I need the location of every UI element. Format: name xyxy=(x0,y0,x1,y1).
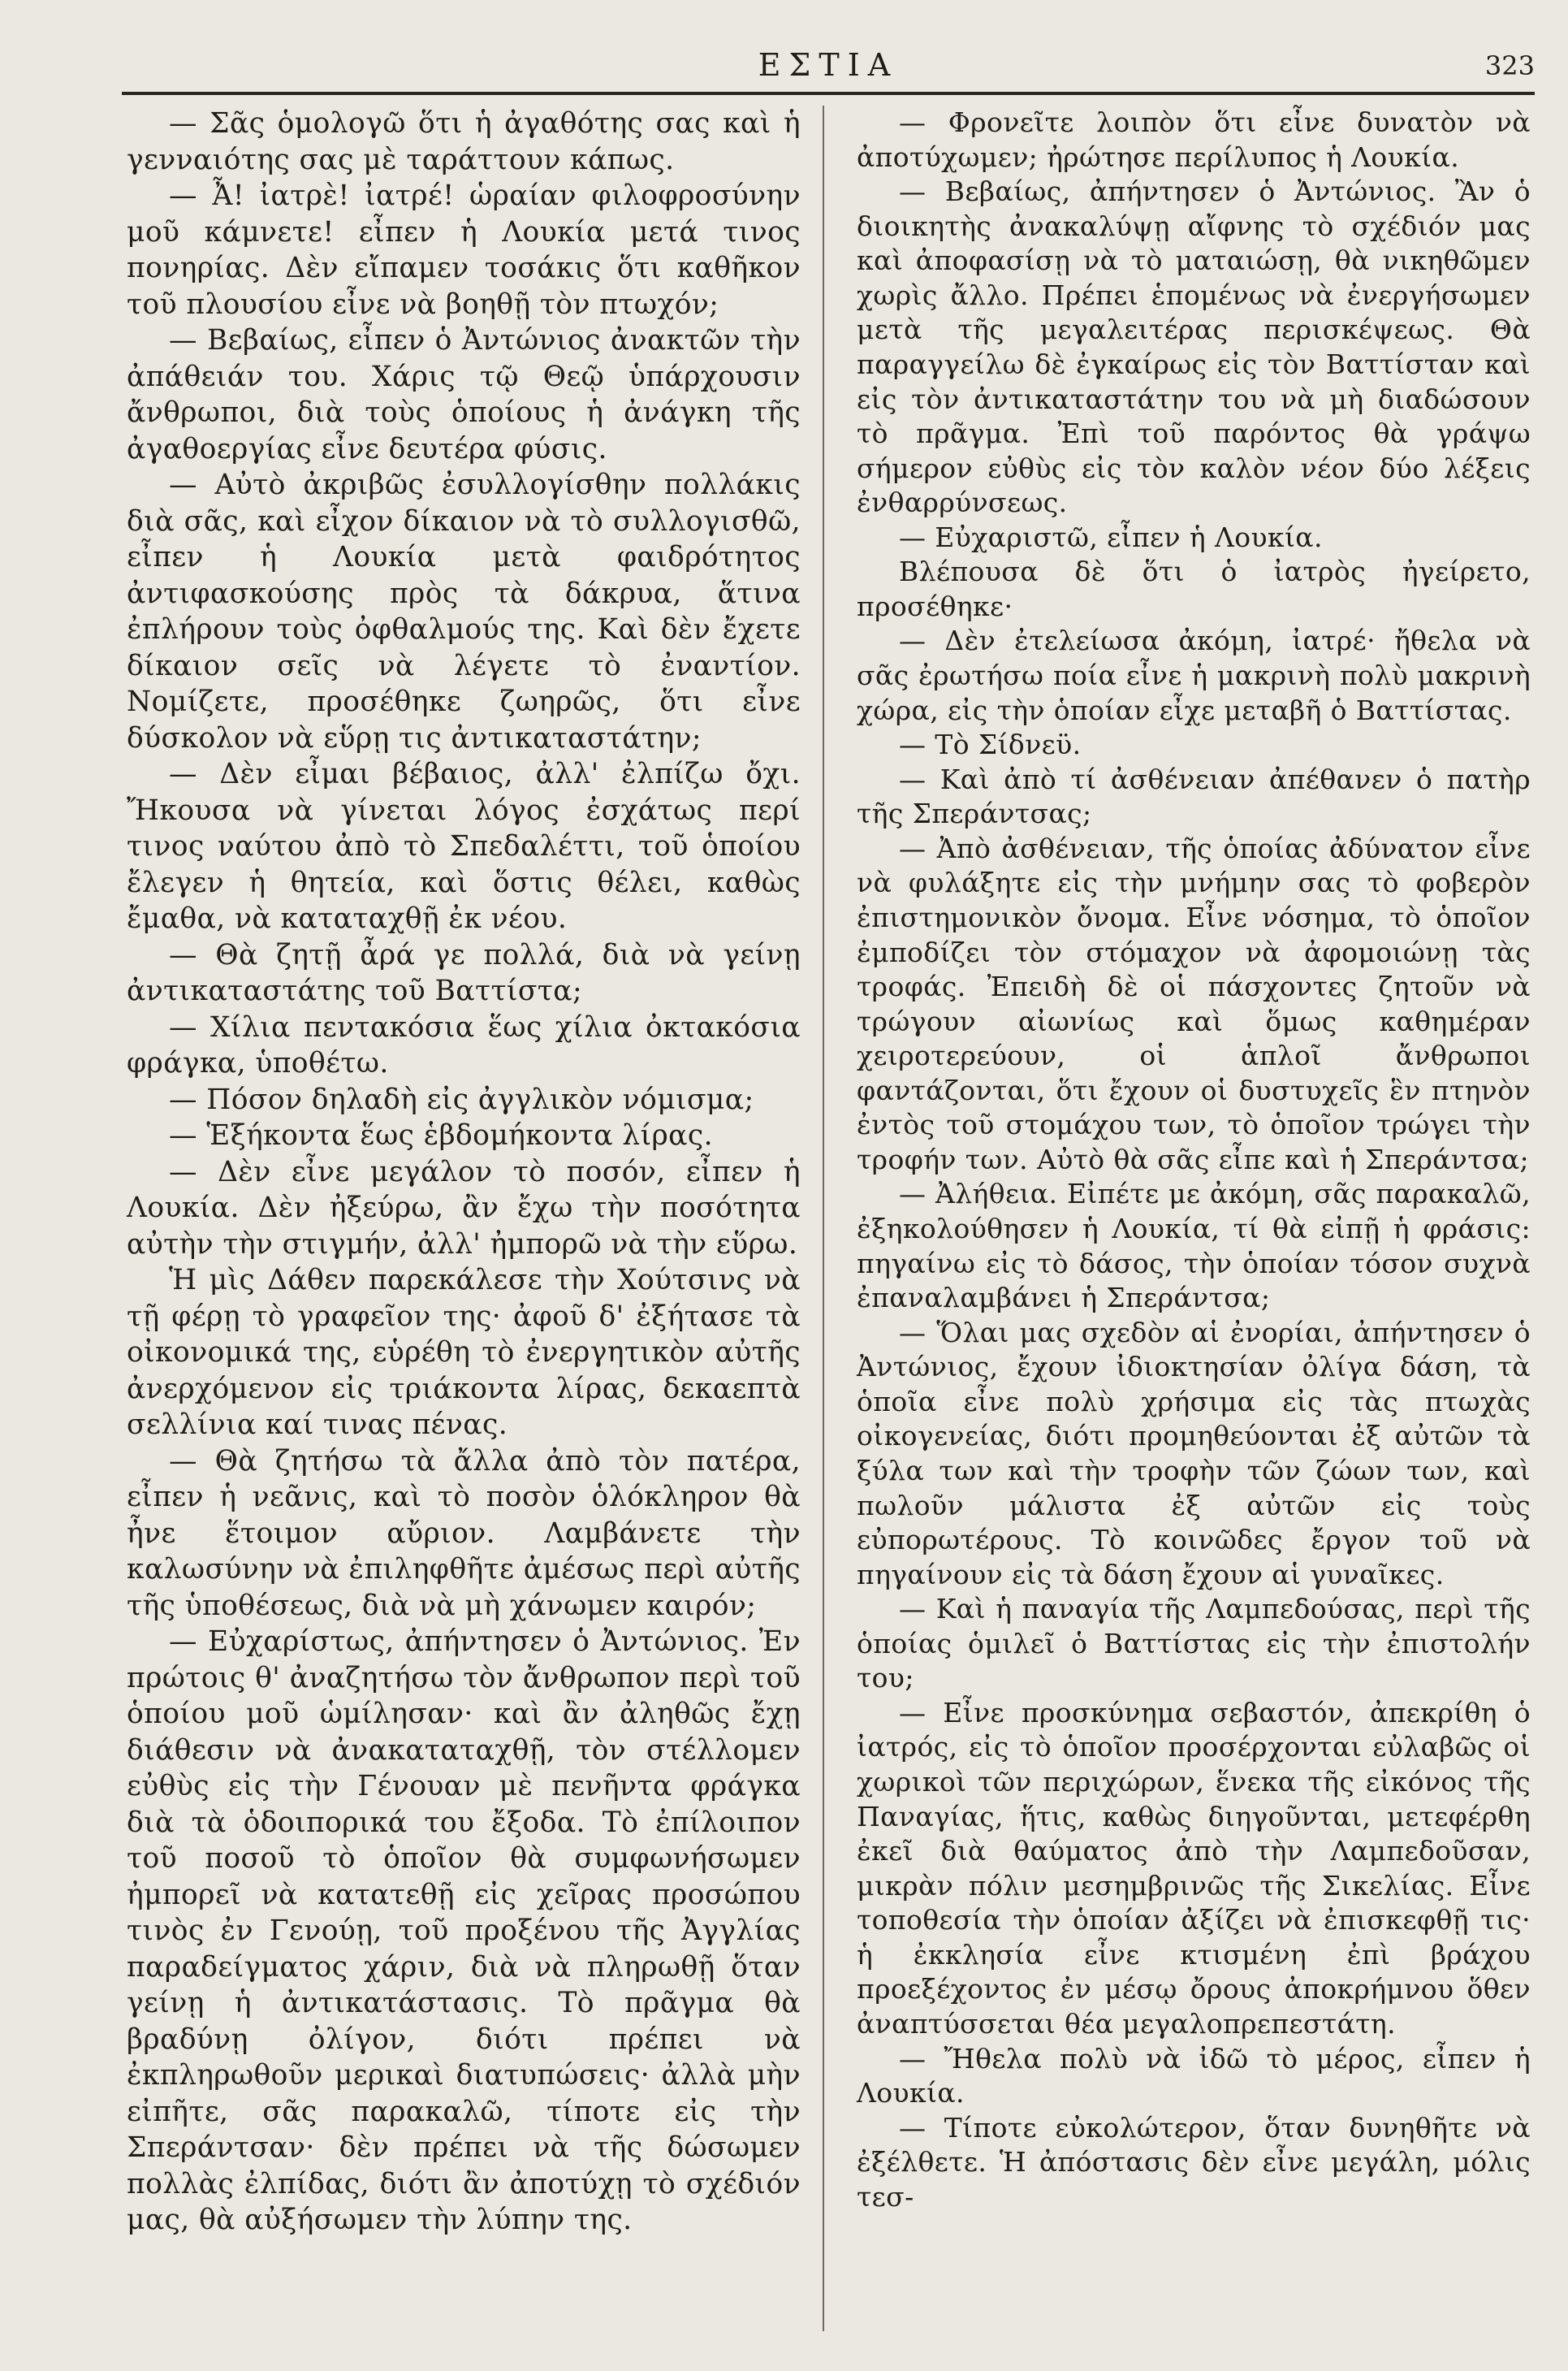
paragraph: — Ἑξήκοντα ἕως ἑβδομήκοντα λίρας. xyxy=(169,1119,713,1152)
paragraph: — Δὲν εἶνε μεγάλον τὸ ποσόν, εἶπεν ἡ Λουκία. Δὲν ἠξεύρω, ἂν ἔχω τὴν ποσότητα αὐτὴν τὴν στιγμήν, ἀλλ' ἠμπορῶ νὰ τὴν εὕρω. xyxy=(127,1155,801,1261)
paragraph: — Ὅλαι μας σχεδὸν αἱ ἐνορίαι, ἀπήντησεν ὁ Ἀντώνιος, ἔχουν ἰδιοκτησίαν ὀλίγα δάση, τὰ ὁποῖα εἶνε πολὺ χρήσιμα εἰς τὰς πτωχὰς οἰκογενείας, διότι προμηθεύονται ἐξ αὐτῶν τὰ ξύλα των καὶ τὴν τροφὴν τῶν ζώων των, καὶ πωλοῦν μάλιστα ἐξ αὐτῶν εἰς τοὺς εὐπορωτέρους. Τὸ κοινῶδες ἔργον τοῦ νὰ πηγαίνουν εἰς τὰ δάση ἔχουν αἱ γυναῖκες. xyxy=(857,1316,1531,1590)
paragraph: — Ἤθελα πολὺ νὰ ἰδῶ τὸ μέρος, εἶπεν ἡ Λουκία. xyxy=(857,2042,1531,2109)
column-divider xyxy=(823,106,824,2331)
paragraph: — Σᾶς ὁμολογῶ ὅτι ἡ ἀγαθότης σας καὶ ἡ γενναιότης σας μὲ ταράττουν κάπως. xyxy=(127,107,801,176)
right-column xyxy=(857,106,1531,2214)
paragraph: — Εὐχαριστῶ, εἶπεν ἡ Λουκία. xyxy=(899,521,1323,553)
paragraph: — Δὲν ἐτελείωσα ἀκόμη, ἰατρέ· ἤθελα νὰ σᾶς ἐρωτήσω ποία εἶνε ἡ μακρινὴ πολὺ μακρινὴ χώρα, εἰς τὴν ὁποίαν εἶχε μεταβῆ ὁ Βαττίστας. xyxy=(857,625,1531,726)
paragraph: — Βεβαίως, εἶπεν ὁ Ἀντώνιος ἀνακτῶν τὴν ἀπάθειάν του. Χάρις τῷ Θεῷ ὑπάρχουσιν ἄνθρωποι, διὰ τοὺς ὁποίους ἡ ἀνάγκη τῆς ἀγαθοεργίας εἶνε δευτέρα φύσις. xyxy=(127,324,801,465)
paragraph: Βλέπουσα δὲ ὅτι ὁ ἰατρὸς ἠγείρετο, προσέθηκε· xyxy=(857,556,1531,622)
left-column xyxy=(127,106,801,2239)
paragraph: — Τὸ Σίδνεϋ. xyxy=(899,729,1082,761)
paragraph: — Ἆ! ἰατρὲ! ἰατρέ! ὡραίαν φιλοφροσύνην μοῦ κάμνετε! εἶπεν ἡ Λουκία μετά τινος πονηρίας. Δὲν εἴπαμεν τοσάκις ὅτι καθῆκον τοῦ πλουσίου εἶνε νὰ βοηθῇ τὸν πτωχόν; xyxy=(127,180,801,321)
paragraph: — Ἀλήθεια. Εἰπέτε με ἀκόμη, σᾶς παρακαλῶ, ἐξηκολούθησεν ἡ Λουκία, τί θὰ εἰπῇ ἡ φράσις: πηγαίνω εἰς τὸ δάσος, τὴν ὁποίαν τόσον συχνὰ ἐπαναλαμβάνει ἡ Σπεράντσα; xyxy=(857,1178,1531,1314)
header-rule xyxy=(122,92,1535,95)
page-header xyxy=(122,42,1535,91)
paragraph: — Καὶ ἀπὸ τί ἀσθένειαν ἀπέθανεν ὁ πατὴρ τῆς Σπεράντσας; xyxy=(857,763,1531,830)
paragraph: — Χίλια πεντακόσια ἕως χίλια ὀκτακόσια φράγκα, ὑποθέτω. xyxy=(127,1010,801,1079)
running-title: ΕΣΤΙΑ xyxy=(758,47,899,83)
paragraph: — Θὰ ζητῇ ἆρά γε πολλά, διὰ νὰ γείνῃ ἀντικαταστάτης τοῦ Βαττίστα; xyxy=(127,938,801,1007)
paragraph: — Εὐχαρίστως, ἀπήντησεν ὁ Ἀντώνιος. Ἐν πρώτοις θ' ἀναζητήσω τὸν ἄνθρωπον περὶ τοῦ ὁποίου μοῦ ὡμίλησαν· καὶ ἂν ἀληθῶς ἔχῃ διάθεσιν νὰ ἀνακαταταχθῇ, τὸν στέλλομεν εὐθὺς εἰς τὴν Γένουαν μὲ πενῆντα φράγκα διὰ τὰ ὁδοιπορικά του ἔξοδα. Τὸ ἐπίλοιπον τοῦ ποσοῦ τὸ ὁποῖον θὰ συμφωνήσωμεν ἠμπορεῖ νὰ κατατεθῇ εἰς χεῖρας προσώπου τινὸς ἐν Γενούῃ, τοῦ προξένου τῆς Ἀγγλίας παραδείγματος χάριν, διὰ νὰ πληρωθῇ ὅταν γείνῃ ἡ ἀντικατάστασις. Τὸ πρᾶγμα θὰ βραδύνῃ ὀλίγον, διότι πρέπει νὰ ἐκπληρωθοῦν μερικαὶ διατυπώσεις· ἀλλὰ μὴν εἰπῆτε, σᾶς παρακαλῶ, τίποτε εἰς τὴν Σπεράντσαν· δὲν πρέπει νὰ τῆς δώσωμεν πολλὰς ἐλπίδας, διότι ἂν ἀποτύχῃ τὸ σχέδιόν μας, θὰ αὐξήσωμεν τὴν λύπην της. xyxy=(127,1625,801,2236)
paragraph: — Εἶνε προσκύνημα σεβαστόν, ἀπεκρίθη ὁ ἰατρός, εἰς τὸ ὁποῖον προσέρχονται εὐλαβῶς οἱ χωρικοὶ τῶν περιχώρων, ἕνεκα τῆς εἰκόνος τῆς Παναγίας, ἥτις, καθὼς διηγοῦνται, μετεφέρθη ἐκεῖ διὰ θαύματος ἀπὸ τὴν Λαμπεδοῦσαν, μικρὰν πόλιν μεσημβρινῶς τῆς Σικελίας. Εἶνε τοποθεσία τὴν ὁποίαν ἀξίζει νὰ ἐπισκεφθῇ τις· ἡ ἐκκλησία εἶνε κτισμένη ἐπὶ βράχου προεξέχοντος ἐν μέσῳ ὄρους ἀποκρήμνου ὅθεν ἀναπτύσσεται θέα μεγαλοπρεπεστάτη. xyxy=(857,1696,1531,2040)
paragraph: — Πόσον δηλαδὴ εἰς ἀγγλικὸν νόμισμα; xyxy=(169,1083,754,1116)
page-number: 323 xyxy=(1484,50,1535,81)
paragraph: Ἡ μὶς Δάθεν παρεκάλεσε τὴν Χούτσινς νὰ τῇ φέρῃ τὸ γραφεῖον της· ἀφοῦ δ' ἐξήτασε τὰ οἰκονομικά της, εὑρέθη τὸ ἐνεργητικὸν αὐτῆς ἀνερχόμενον εἰς τριάκοντα λίρας, δεκαεπτὰ σελλίνια καί τινας πένας. xyxy=(127,1264,801,1441)
paragraph: — Καὶ ἡ παναγία τῆς Λαμπεδούσας, περὶ τῆς ὁποίας ὁμιλεῖ ὁ Βαττίστας εἰς τὴν ἐπιστολήν του; xyxy=(857,1593,1531,1694)
paragraph: — Ἀπὸ ἀσθένειαν, τῆς ὁποίας ἀδύνατον εἶνε νὰ φυλάξητε εἰς τὴν μνήμην σας τὸ φοβερὸν ἐπιστημονικὸν ὄνομα. Εἶνε νόσημα, τὸ ὁποῖον ἐμποδίζει τὸν στόμαχον νὰ ἀφομοιώνῃ τὰς τροφάς. Ἐπειδὴ δὲ οἱ πάσχοντες ζητοῦν νὰ τρώγουν αἰωνίως καὶ ὅμως καθημέραν χειροτερεύουν, οἱ ἁπλοῖ ἄνθρωποι φαντάζονται, ὅτι ἔχουν οἱ δυστυχεῖς ἓν πτηνὸν ἐντὸς τοῦ στομάχου των, τὸ ὁποῖον τρώγει τὴν τροφήν των. Αὐτὸ θὰ σᾶς εἶπε καὶ ἡ Σπεράντσα; xyxy=(857,832,1531,1175)
paragraph: — Βεβαίως, ἀπήντησεν ὁ Ἀντώνιος. Ἂν ὁ διοικητὴς ἀνακαλύψῃ αἴφνης τὸ σχέδιόν μας καὶ ἀποφασίσῃ νὰ τὸ ματαιώσῃ, θὰ νικηθῶμεν χωρὶς ἄλλο. Πρέπει ἑπομένως νὰ ἐνεργήσωμεν μετὰ τῆς μεγαλειτέρας περισκέψεως. Θὰ παραγγείλω δὲ ἐγκαίρως εἰς τὸν Βαττίσταν καὶ εἰς τὸν ἀντικαταστάτην του νὰ μὴ διαδώσουν τὸ πρᾶγμα. Ἐπὶ τοῦ παρόντος θὰ γράψω σήμερον εὐθὺς εἰς τὸν καλὸν νέον δύο λέξεις ἐνθαρρύνσεως. xyxy=(857,175,1531,519)
paragraph: — Φρονεῖτε λοιπὸν ὅτι εἶνε δυνατὸν νὰ ἀποτύχωμεν; ἠρώτησε περίλυπος ἡ Λουκία. xyxy=(857,106,1531,173)
paragraph: — Θὰ ζητήσω τὰ ἄλλα ἀπὸ τὸν πατέρα, εἶπεν ἡ νεᾶνις, καὶ τὸ ποσὸν ὁλόκληρον θὰ ἦνε ἕτοιμον αὔριον. Λαμβάνετε τὴν καλωσύνην νὰ ἐπιληφθῆτε ἀμέσως περὶ αὐτῆς τῆς ὑποθέσεως, διὰ νὰ μὴ χάνωμεν καιρόν; xyxy=(127,1444,801,1622)
paragraph: — Αὐτὸ ἀκριβῶς ἐσυλλογίσθην πολλάκις διὰ σᾶς, καὶ εἶχον δίκαιον νὰ τὸ συλλογισθῶ, εἶπεν ἡ Λουκία μετὰ φαιδρότητος ἀντιφασκούσης πρὸς τὰ δάκρυα, ἅτινα ἐπλήρουν τοὺς ὀφθαλμούς της. Καὶ δὲν ἔχετε δίκαιον σεῖς νὰ λέγετε τὸ ἐναντίον. Νομίζετε, προσέθηκε ζωηρῶς, ὅτι εἶνε δύσκολον νὰ εὕρῃ τις ἀντικαταστάτην; xyxy=(127,469,801,755)
paragraph: — Τίποτε εὐκολώτερον, ὅταν δυνηθῆτε νὰ ἐξέλθετε. Ἡ ἀπόστασις δὲν εἶνε μεγάλη, μόλις τεσ- xyxy=(857,2111,1531,2213)
paragraph: — Δὲν εἶμαι βέβαιος, ἀλλ' ἐλπίζω ὄχι. Ἤκουσα νὰ γίνεται λόγος ἐσχάτως περί τινος ναύτου ἀπὸ τὸ Σπεδαλέττι, τοῦ ὁποίου ἔλεγεν ἡ θητεία, καὶ ὅστις θέλει, καθὼς ἔμαθα, νὰ καταταχθῇ ἐκ νέου. xyxy=(127,758,801,935)
